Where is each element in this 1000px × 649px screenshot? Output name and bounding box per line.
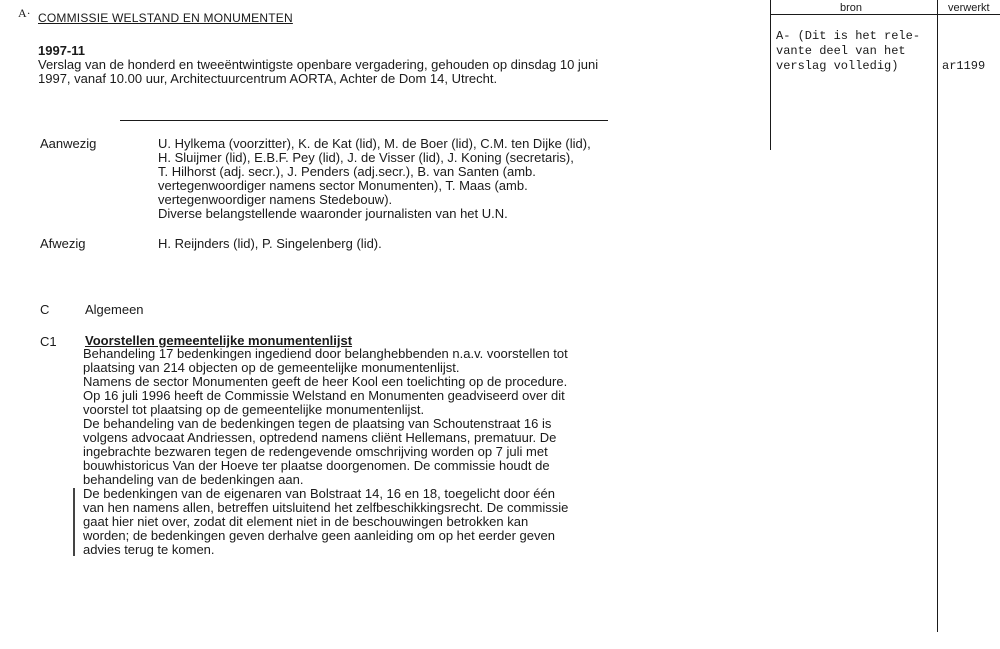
- present-line: H. Sluijmer (lid), E.B.F. Pey (lid), J. de Visser (lid), J. Koning (secretaris),: [158, 150, 574, 165]
- header-divider: [120, 120, 608, 121]
- section-c1-code: C1: [40, 334, 57, 349]
- margin-pencil-mark: [73, 488, 75, 556]
- body-line: Op 16 juli 1996 heeft de Commissie Welstand en Monumenten geadviseerd over dit: [83, 388, 565, 403]
- body-line: plaatsing van 214 objecten op de gemeentelijke monumentenlijst.: [83, 360, 460, 375]
- body-line: voorstel tot plaatsing op de gemeentelijke monumentenlijst.: [83, 402, 425, 417]
- section-c-code: C: [40, 302, 50, 317]
- body-line: ingebrachte bezwaren tegen de redengevende omschrijving worden op 7 juli met: [83, 444, 548, 459]
- verwerkt-value: ar1199: [942, 59, 986, 73]
- bron-line: A- (Dit is het rele-: [776, 29, 921, 43]
- table-left-border: [770, 0, 771, 150]
- body-line: volgens advocaat Andriessen, optredend namens cliënt Hellemans, prematuur. De: [83, 430, 557, 445]
- present-line: U. Hylkema (voorzitter), K. de Kat (lid), M. de Boer (lid), C.M. ten Dijke (lid),: [158, 136, 591, 151]
- bron-annotation: [776, 29, 920, 74]
- absent-list: H. Reijnders (lid), P. Singelenberg (lid).: [158, 236, 382, 251]
- body-line: De bedenkingen van de eigenaren van Bolstraat 14, 16 en 18, toegelicht door één: [83, 486, 555, 501]
- present-line: T. Hilhorst (adj. secr.), J. Penders (adj.secr.), B. van Santen (amb.: [158, 164, 536, 179]
- bron-line: vante deel van het: [776, 44, 906, 58]
- doc-number: 1997-11: [38, 43, 85, 58]
- body-line: Namens de sector Monumenten geeft de heer Kool een toelichting op de procedure.: [83, 374, 568, 389]
- present-line: vertegenwoordiger namens sector Monumenten), T. Maas (amb.: [158, 178, 528, 193]
- body-line: bouwhistoricus Van der Hoeve ter plaatse doorgenomen. De commissie houdt de: [83, 458, 550, 473]
- column-header-verwerkt: verwerkt: [948, 2, 990, 14]
- intro-line: 1997, vanaf 10.00 uur, Architectuurcentrum AORTA, Achter de Dom 14, Utrecht.: [38, 71, 498, 86]
- present-list: [158, 137, 591, 221]
- absent-label: Afwezig: [40, 236, 86, 251]
- column-header-bron: bron: [840, 2, 863, 14]
- bron-line: verslag volledig): [776, 59, 899, 73]
- intro-line: Verslag van de honderd en tweeëntwintigste openbare vergadering, gehouden op dinsdag 10 juni: [38, 57, 599, 72]
- body-line: behandeling van de bedenkingen aan.: [83, 472, 304, 487]
- present-line: Diverse belangstellende waaronder journalisten van het U.N.: [158, 206, 508, 221]
- body-line: gaat hier niet over, zodat dit element niet in de beschouwingen betrokken kan: [83, 514, 529, 529]
- section-c1-body: [83, 347, 568, 557]
- body-line: Behandeling 17 bedenkingen ingediend door belanghebbenden n.a.v. voorstellen tot: [83, 346, 568, 361]
- margin-letter: A·: [18, 6, 31, 20]
- present-line: vertegenwoordiger namens Stedebouw).: [158, 192, 393, 207]
- body-line: advies terug te komen.: [83, 542, 215, 557]
- body-line: worden; de bedenkingen geven derhalve geen aanleiding om op het eerder geven: [83, 528, 555, 543]
- section-c-title: Algemeen: [85, 302, 144, 317]
- section-c1-title: Voorstellen gemeentelijke monumentenlijst: [85, 333, 353, 348]
- intro-text: [38, 58, 598, 86]
- org-title: COMMISSIE WELSTAND EN MONUMENTEN: [38, 11, 293, 25]
- body-line: van hen namens allen, betreffen uitsluitend het zelfbeschikkingsrecht. De commissie: [83, 500, 569, 515]
- table-column-divider: [937, 0, 938, 632]
- present-label: Aanwezig: [40, 136, 97, 151]
- body-line: De behandeling van de bedenkingen tegen de plaatsing van Schoutenstraat 16 is: [83, 416, 552, 431]
